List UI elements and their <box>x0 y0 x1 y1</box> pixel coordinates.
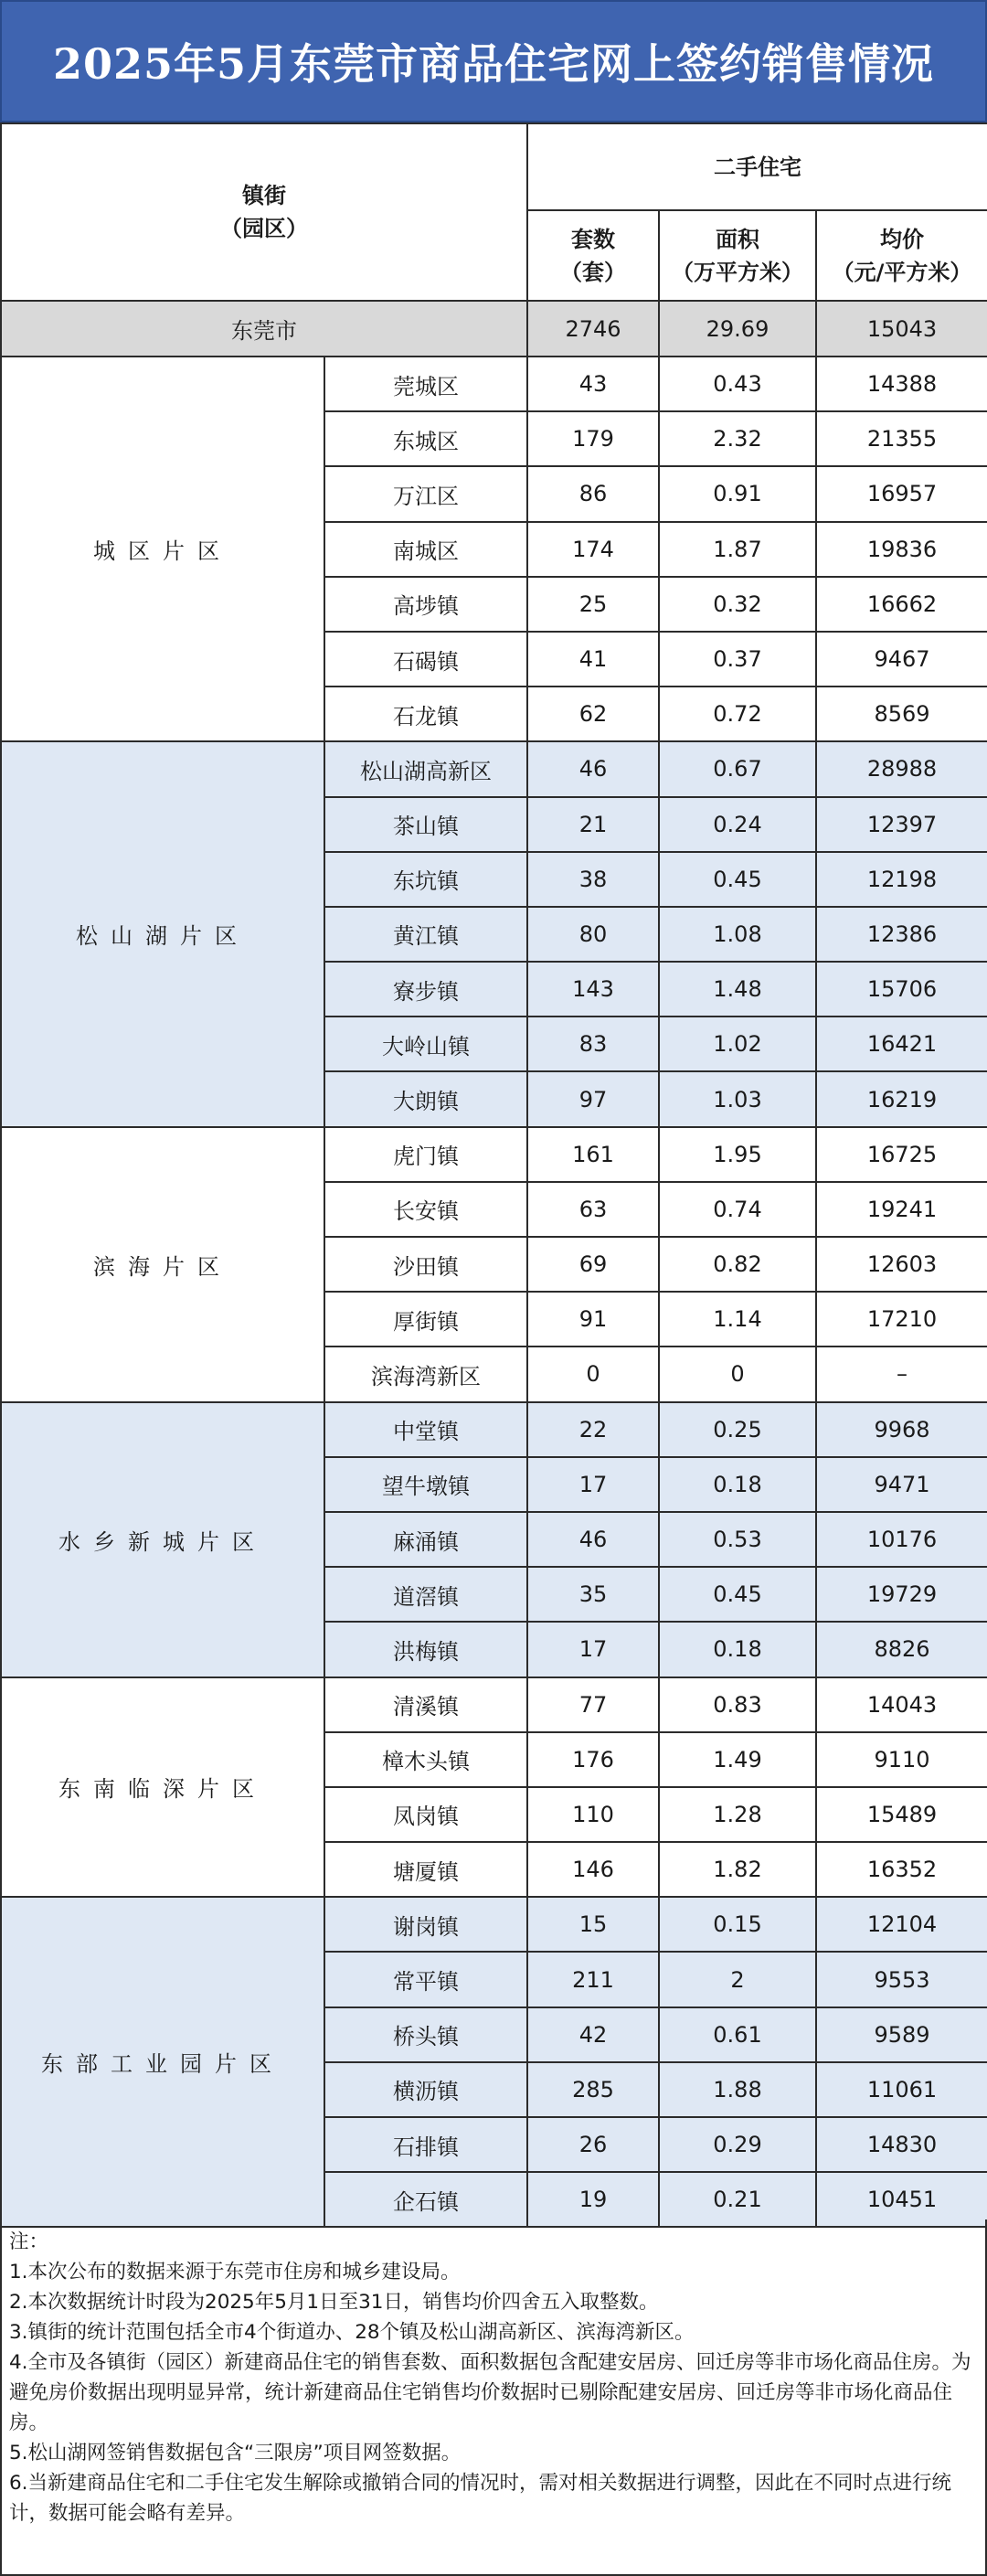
town-name: 企石镇 <box>324 2172 527 2227</box>
area-cell: 0.67 <box>659 741 816 796</box>
table-body <box>1 123 987 2227</box>
town-name: 塘厦镇 <box>324 1842 527 1897</box>
price-cell: 16421 <box>816 1017 987 1071</box>
town-name: 厚街镇 <box>324 1292 527 1347</box>
price-cell: 15489 <box>816 1787 987 1842</box>
table-row <box>1 741 987 796</box>
units-cell: 77 <box>527 1677 659 1732</box>
units-cell: 35 <box>527 1567 659 1622</box>
town-name: 石碣镇 <box>324 632 527 687</box>
area-cell: 0.61 <box>659 2007 816 2062</box>
units-cell: 110 <box>527 1787 659 1842</box>
town-name: 东城区 <box>324 411 527 466</box>
price-cell: 8569 <box>816 687 987 741</box>
price-cell: 21355 <box>816 411 987 466</box>
price-cell: 10176 <box>816 1512 987 1567</box>
zone-label: 城区片区 <box>1 357 324 741</box>
town-name: 沙田镇 <box>324 1237 527 1292</box>
area-cell: 0.82 <box>659 1237 816 1292</box>
note-line: 5.松山湖网签销售数据包含“三限房”项目网签数据。 <box>9 2442 462 2464</box>
price-cell: 12104 <box>816 1897 987 1952</box>
price-cell: 19836 <box>816 522 987 577</box>
note-line: 1.本次公布的数据来源于东莞市住房和城乡建设局。 <box>9 2261 461 2283</box>
page-title: 2025年5月东莞市商品住宅网上签约销售情况 <box>52 39 935 89</box>
price-cell: 14830 <box>816 2117 987 2172</box>
area-cell: 1.28 <box>659 1787 816 1842</box>
price-cell: 9968 <box>816 1402 987 1457</box>
town-name: 清溪镇 <box>324 1677 527 1732</box>
price-cell: 17210 <box>816 1292 987 1347</box>
units-cell: 86 <box>527 466 659 521</box>
units-cell: 0 <box>527 1347 659 1401</box>
town-name: 南城区 <box>324 522 527 577</box>
price-cell: 14388 <box>816 357 987 411</box>
price-cell: 12397 <box>816 797 987 852</box>
units-cell: 211 <box>527 1952 659 2007</box>
area-cell: 0.29 <box>659 2117 816 2172</box>
area-cell: 0.43 <box>659 357 816 411</box>
units-cell: 161 <box>527 1127 659 1182</box>
area-cell: 0.83 <box>659 1677 816 1732</box>
zone-label: 松山湖片区 <box>1 741 324 1126</box>
notes-heading: 注： <box>9 2230 49 2253</box>
town-name: 桥头镇 <box>324 2007 527 2062</box>
price-cell: 12603 <box>816 1237 987 1292</box>
note-line: 3.镇街的统计范围包括全市4个街道办、28个镇及松山湖高新区、滨海湾新区。 <box>9 2321 695 2344</box>
price-cell: 16352 <box>816 1842 987 1897</box>
price-cell: 16219 <box>816 1071 987 1126</box>
price-cell: 9589 <box>816 2007 987 2062</box>
units-cell: 42 <box>527 2007 659 2062</box>
area-cell: 0.21 <box>659 2172 816 2227</box>
town-name: 常平镇 <box>324 1952 527 2007</box>
area-cell: 0 <box>659 1347 816 1401</box>
units-cell: 174 <box>527 522 659 577</box>
area-cell: 0.18 <box>659 1622 816 1677</box>
price-cell: 10451 <box>816 2172 987 2227</box>
area-cell: 0.91 <box>659 466 816 521</box>
area-cell: 0.53 <box>659 1512 816 1567</box>
units-cell: 62 <box>527 687 659 741</box>
price-cell: 19241 <box>816 1182 987 1237</box>
price-header-line2: （元/平方米） <box>832 259 972 285</box>
town-name: 茶山镇 <box>324 797 527 852</box>
area-cell: 0.32 <box>659 577 816 632</box>
town-name: 虎门镇 <box>324 1127 527 1182</box>
area-cell: 0.45 <box>659 1567 816 1622</box>
area-cell: 1.03 <box>659 1071 816 1126</box>
units-cell: 46 <box>527 741 659 796</box>
units-cell: 25 <box>527 577 659 632</box>
area-size-header-line1: 面积 <box>716 226 759 252</box>
town-name: 凤岗镇 <box>324 1787 527 1842</box>
area-column-header-line2: （园区） <box>220 216 308 241</box>
area-cell: 0.24 <box>659 797 816 852</box>
price-cell: 9467 <box>816 632 987 687</box>
town-name: 大朗镇 <box>324 1071 527 1126</box>
units-cell: 43 <box>527 357 659 411</box>
group-header: 二手住宅 <box>527 123 987 210</box>
area-cell: 2 <box>659 1952 816 2007</box>
area-cell: 0.18 <box>659 1457 816 1512</box>
table-row <box>1 1402 987 1457</box>
town-name: 横沥镇 <box>324 2062 527 2117</box>
town-name: 黄江镇 <box>324 907 527 962</box>
town-name: 滨海湾新区 <box>324 1347 527 1401</box>
units-cell: 38 <box>527 852 659 907</box>
units-cell: 83 <box>527 1017 659 1071</box>
table-row <box>1 1127 987 1182</box>
price-cell: 16725 <box>816 1127 987 1182</box>
units-cell: 97 <box>527 1071 659 1126</box>
area-cell: 0.72 <box>659 687 816 741</box>
price-cell: 12198 <box>816 852 987 907</box>
price-cell: – <box>816 1347 987 1401</box>
price-cell: 14043 <box>816 1677 987 1732</box>
units-cell: 17 <box>527 1622 659 1677</box>
town-name: 洪梅镇 <box>324 1622 527 1677</box>
units-header-line1: 套数 <box>571 226 615 252</box>
price-cell: 9553 <box>816 1952 987 2007</box>
price-cell: 19729 <box>816 1567 987 1622</box>
units-cell: 17 <box>527 1457 659 1512</box>
town-name: 长安镇 <box>324 1182 527 1237</box>
units-cell: 22 <box>527 1402 659 1457</box>
units-cell: 146 <box>527 1842 659 1897</box>
table-row <box>1 1677 987 1732</box>
note-line: 6.当新建商品住宅和二手住宅发生解除或撤销合同的情况时，需对相关数据进行调整，因此在不同时点进行统计，数据可能会略有差异。 <box>9 2472 952 2525</box>
area-cell: 0.74 <box>659 1182 816 1237</box>
area-size-column-header <box>659 210 816 301</box>
units-cell: 179 <box>527 411 659 466</box>
town-name: 樟木头镇 <box>324 1732 527 1787</box>
area-cell: 1.95 <box>659 1127 816 1182</box>
price-column-header <box>816 210 987 301</box>
units-cell: 46 <box>527 1512 659 1567</box>
units-cell: 15 <box>527 1897 659 1952</box>
area-cell: 1.87 <box>659 522 816 577</box>
note-line: 4.全市及各镇街（园区）新建商品住宅的销售套数、面积数据包含配建安居房、回迁房等非市场化商品住房。为避免房价数据出现明显异常，统计新建商品住宅销售均价数据时已剔除配建安居房、回迁房等非市场化商品住房。 <box>9 2351 971 2434</box>
units-column-header <box>527 210 659 301</box>
area-cell: 1.88 <box>659 2062 816 2117</box>
town-name: 中堂镇 <box>324 1402 527 1457</box>
units-cell: 69 <box>527 1237 659 1292</box>
town-name: 松山湖高新区 <box>324 741 527 796</box>
units-cell: 26 <box>527 2117 659 2172</box>
area-cell: 1.14 <box>659 1292 816 1347</box>
area-cell: 0.25 <box>659 1402 816 1457</box>
town-name: 大岭山镇 <box>324 1017 527 1071</box>
area-cell: 1.49 <box>659 1732 816 1787</box>
units-cell: 91 <box>527 1292 659 1347</box>
note-line: 2.本次数据统计时段为2025年5月1日至31日，销售均价四舍五入取整数。 <box>9 2291 659 2314</box>
total-price: 15043 <box>816 301 987 357</box>
header-row-top <box>1 123 987 210</box>
area-cell: 1.82 <box>659 1842 816 1897</box>
units-cell: 21 <box>527 797 659 852</box>
zone-label: 东部工业园片区 <box>1 1897 324 2227</box>
town-name: 石排镇 <box>324 2117 527 2172</box>
units-cell: 285 <box>527 2062 659 2117</box>
area-column-header-line1: 镇街 <box>242 183 286 208</box>
price-cell: 12386 <box>816 907 987 962</box>
price-cell: 11061 <box>816 2062 987 2117</box>
town-name: 寮步镇 <box>324 962 527 1017</box>
area-cell: 1.48 <box>659 962 816 1017</box>
town-name: 东坑镇 <box>324 852 527 907</box>
table-row <box>1 1897 987 1952</box>
town-name: 石龙镇 <box>324 687 527 741</box>
area-cell: 1.08 <box>659 907 816 962</box>
area-cell: 0.37 <box>659 632 816 687</box>
town-name: 道滘镇 <box>324 1567 527 1622</box>
town-name: 莞城区 <box>324 357 527 411</box>
area-column-header <box>1 123 527 301</box>
table-row <box>1 357 987 411</box>
notes-section <box>0 2219 987 2576</box>
area-size-header-line2: （万平方米） <box>672 259 803 285</box>
zone-label: 水乡新城片区 <box>1 1402 324 1677</box>
zone-label: 滨海片区 <box>1 1127 324 1402</box>
price-cell: 15706 <box>816 962 987 1017</box>
town-name: 谢岗镇 <box>324 1897 527 1952</box>
units-cell: 80 <box>527 907 659 962</box>
town-name: 望牛墩镇 <box>324 1457 527 1512</box>
town-name: 麻涌镇 <box>324 1512 527 1567</box>
price-cell: 9110 <box>816 1732 987 1787</box>
price-cell: 16662 <box>816 577 987 632</box>
sales-table <box>0 122 987 2228</box>
total-name: 东莞市 <box>1 301 527 357</box>
area-cell: 0.45 <box>659 852 816 907</box>
total-units: 2746 <box>527 301 659 357</box>
units-cell: 176 <box>527 1732 659 1787</box>
town-name: 万江区 <box>324 466 527 521</box>
price-header-line1: 均价 <box>880 226 925 252</box>
total-row <box>1 301 987 357</box>
title-bar <box>0 0 987 122</box>
price-cell: 9471 <box>816 1457 987 1512</box>
total-area: 29.69 <box>659 301 816 357</box>
price-cell: 16957 <box>816 466 987 521</box>
units-header-line2: （套） <box>560 259 626 285</box>
units-cell: 63 <box>527 1182 659 1237</box>
town-name: 高埗镇 <box>324 577 527 632</box>
zone-label: 东南临深片区 <box>1 1677 324 1898</box>
area-cell: 0.15 <box>659 1897 816 1952</box>
area-cell: 2.32 <box>659 411 816 466</box>
price-cell: 8826 <box>816 1622 987 1677</box>
units-cell: 19 <box>527 2172 659 2227</box>
units-cell: 41 <box>527 632 659 687</box>
price-cell: 28988 <box>816 741 987 796</box>
units-cell: 143 <box>527 962 659 1017</box>
area-cell: 1.02 <box>659 1017 816 1071</box>
